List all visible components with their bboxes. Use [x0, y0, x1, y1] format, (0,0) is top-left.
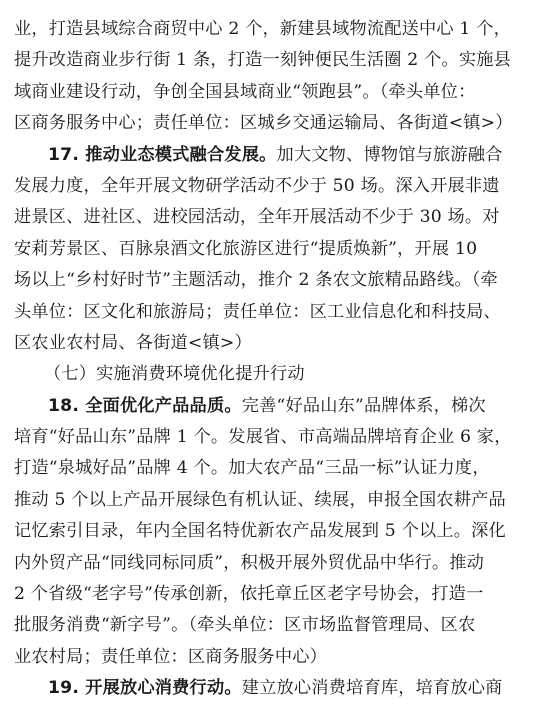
paragraph-17-line-3: 进景区、进社区、进校园活动，全年开展活动不少于 30 场。对 [14, 207, 500, 228]
paragraph-16-line-3: 域商业建设行动，争创全国县域商业“领跑县”。（牵头单位： [14, 81, 476, 102]
section-heading-7: （七）实施消费环境优化提升行动 [44, 364, 305, 385]
paragraph-19-line-1 [14, 673, 526, 704]
item-17-text: 加大文物、博物馆与旅游融合 [276, 144, 503, 165]
paragraph-18-line-9: 业农村局；责任单位：区商务服务中心） [14, 646, 327, 667]
paragraph-17-line-4: 安莉芳景区、百脉泉酒文化旅游区进行“提质焕新”，开展 10 [14, 238, 478, 259]
paragraph-16-line-2: 提升改造商业步行街 1 条，打造一刻钟便民生活圈 2 个。实施县 [14, 50, 512, 71]
item-18-heading: 18. 全面优化产品品质。 [48, 395, 242, 416]
paragraph-18-line-1 [14, 391, 526, 422]
item-18-text: 完善“好品山东”品牌体系，梯次 [241, 395, 486, 416]
paragraph-18-line-8: 批服务消费“新字号”。（牵头单位：区市场监督管理局、区农 [14, 615, 476, 636]
paragraph-17-line-1 [14, 140, 526, 171]
paragraph-18-line-5: 记忆索引目录，年内全国名特优新农产品发展到 5 个以上。深化 [14, 521, 506, 542]
paragraph-18-line-3: 打造“泉城好品”品牌 4 个。加大农产品“三品一标”认证力度， [14, 458, 490, 479]
item-19-heading: 19. 开展放心消费行动。 [48, 678, 242, 699]
paragraph-17-line-5: 场以上“乡村好时节”主题活动，推介 2 条农文旅精品路线。（牵 [14, 270, 498, 291]
paragraph-18-line-2: 培育“好品山东”品牌 1 个。发展省、市高端品牌培育企业 6 家， [14, 427, 512, 448]
paragraph-18-line-4: 推动 5 个以上产品开展绿色有机认证、续展，申报全国农耕产品 [14, 489, 506, 510]
paragraph-17-line-7: 区农业农村局、各街道<镇>） [14, 332, 252, 353]
paragraph-17-line-2: 发展力度，全年开展文物研学活动不少于 50 场。深入开展非遗 [14, 175, 500, 196]
paragraph-18-line-6: 内外贸产品“同线同标同质”，积极开展外贸优品中华行。推动 [14, 552, 485, 573]
item-19-text: 建立放心消费培育库，培育放心商 [241, 678, 503, 699]
paragraph-18-line-7: 2 个省级“老字号”传承创新，依托章丘区老字号协会，打造一 [14, 584, 484, 605]
item-17-heading: 17. 推动业态模式融合发展。 [48, 144, 277, 165]
paragraph-16-line-1: 业，打造县域综合商贸中心 2 个，新建县域物流配送中心 1 个， [14, 19, 512, 39]
paragraph-16-line-4: 区商务服务中心；责任单位：区城乡交通运输局、各街道<镇>） [14, 113, 513, 134]
paragraph-17-line-6: 头单位：区文化和旅游局；责任单位：区工业信息化和科技局、 [14, 301, 501, 322]
